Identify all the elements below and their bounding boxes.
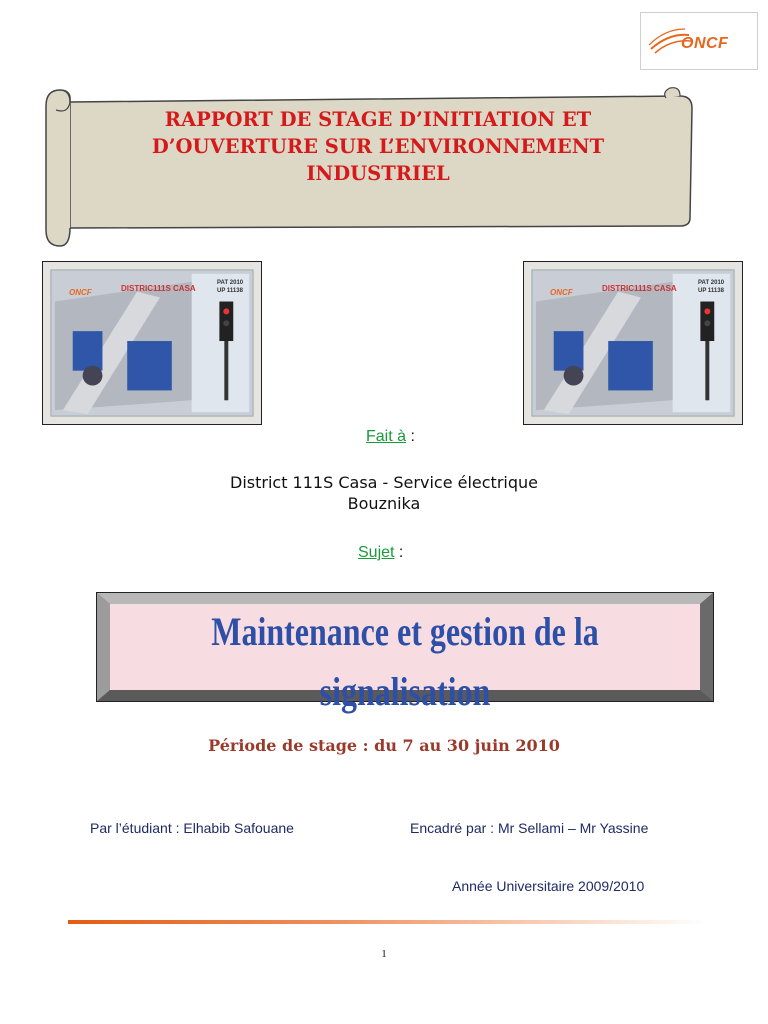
academic-year: Année Universitaire 2009/2010 (452, 878, 645, 894)
fait-a-text: Fait à (366, 428, 407, 445)
footer-rule (68, 920, 708, 924)
oncf-logo (640, 12, 758, 70)
fait-a-label (366, 428, 415, 446)
location-block (0, 472, 768, 514)
sujet-text: Sujet (358, 544, 395, 561)
photo-caption-up: UP 11138 (217, 288, 243, 294)
subject-title: Maintenance et gestion de la signalisation (211, 609, 599, 714)
sujet-label (358, 544, 403, 562)
photo-caption-district: DISTRIC111S CASA (602, 284, 677, 293)
page-number: 1 (381, 948, 387, 960)
location-line-1: District 111S Casa - Service électrique (230, 473, 538, 492)
photo-caption-up: UP 11138 (698, 288, 724, 294)
cover-photo-right (523, 261, 743, 425)
photo-caption-oncf: ONCF (550, 288, 573, 297)
internship-period: Période de stage : du 7 au 30 juin 2010 (208, 736, 560, 755)
location-line-2: Bouznika (347, 494, 421, 513)
student-name: Par l’étudiant : Elhabib Safouane (90, 820, 294, 836)
cover-photo-left (42, 261, 262, 425)
photo-caption-pat: PAT 2010 (698, 280, 725, 286)
sujet-colon: : (394, 544, 404, 561)
report-title: RAPPORT DE STAGE D’INITIATION ET D’OUVERTURE SUR L’ENVIRONNEMENT INDUSTRIEL (151, 108, 605, 185)
supervisor-names: Encadré par : Mr Sellami – Mr Yassine (410, 820, 649, 836)
logo-text: ONCF (681, 35, 729, 52)
fait-a-colon: : (406, 428, 415, 445)
photo-caption-district: DISTRIC111S CASA (121, 284, 196, 293)
photo-caption-oncf: ONCF (69, 288, 92, 297)
photo-caption-pat: PAT 2010 (217, 280, 244, 286)
